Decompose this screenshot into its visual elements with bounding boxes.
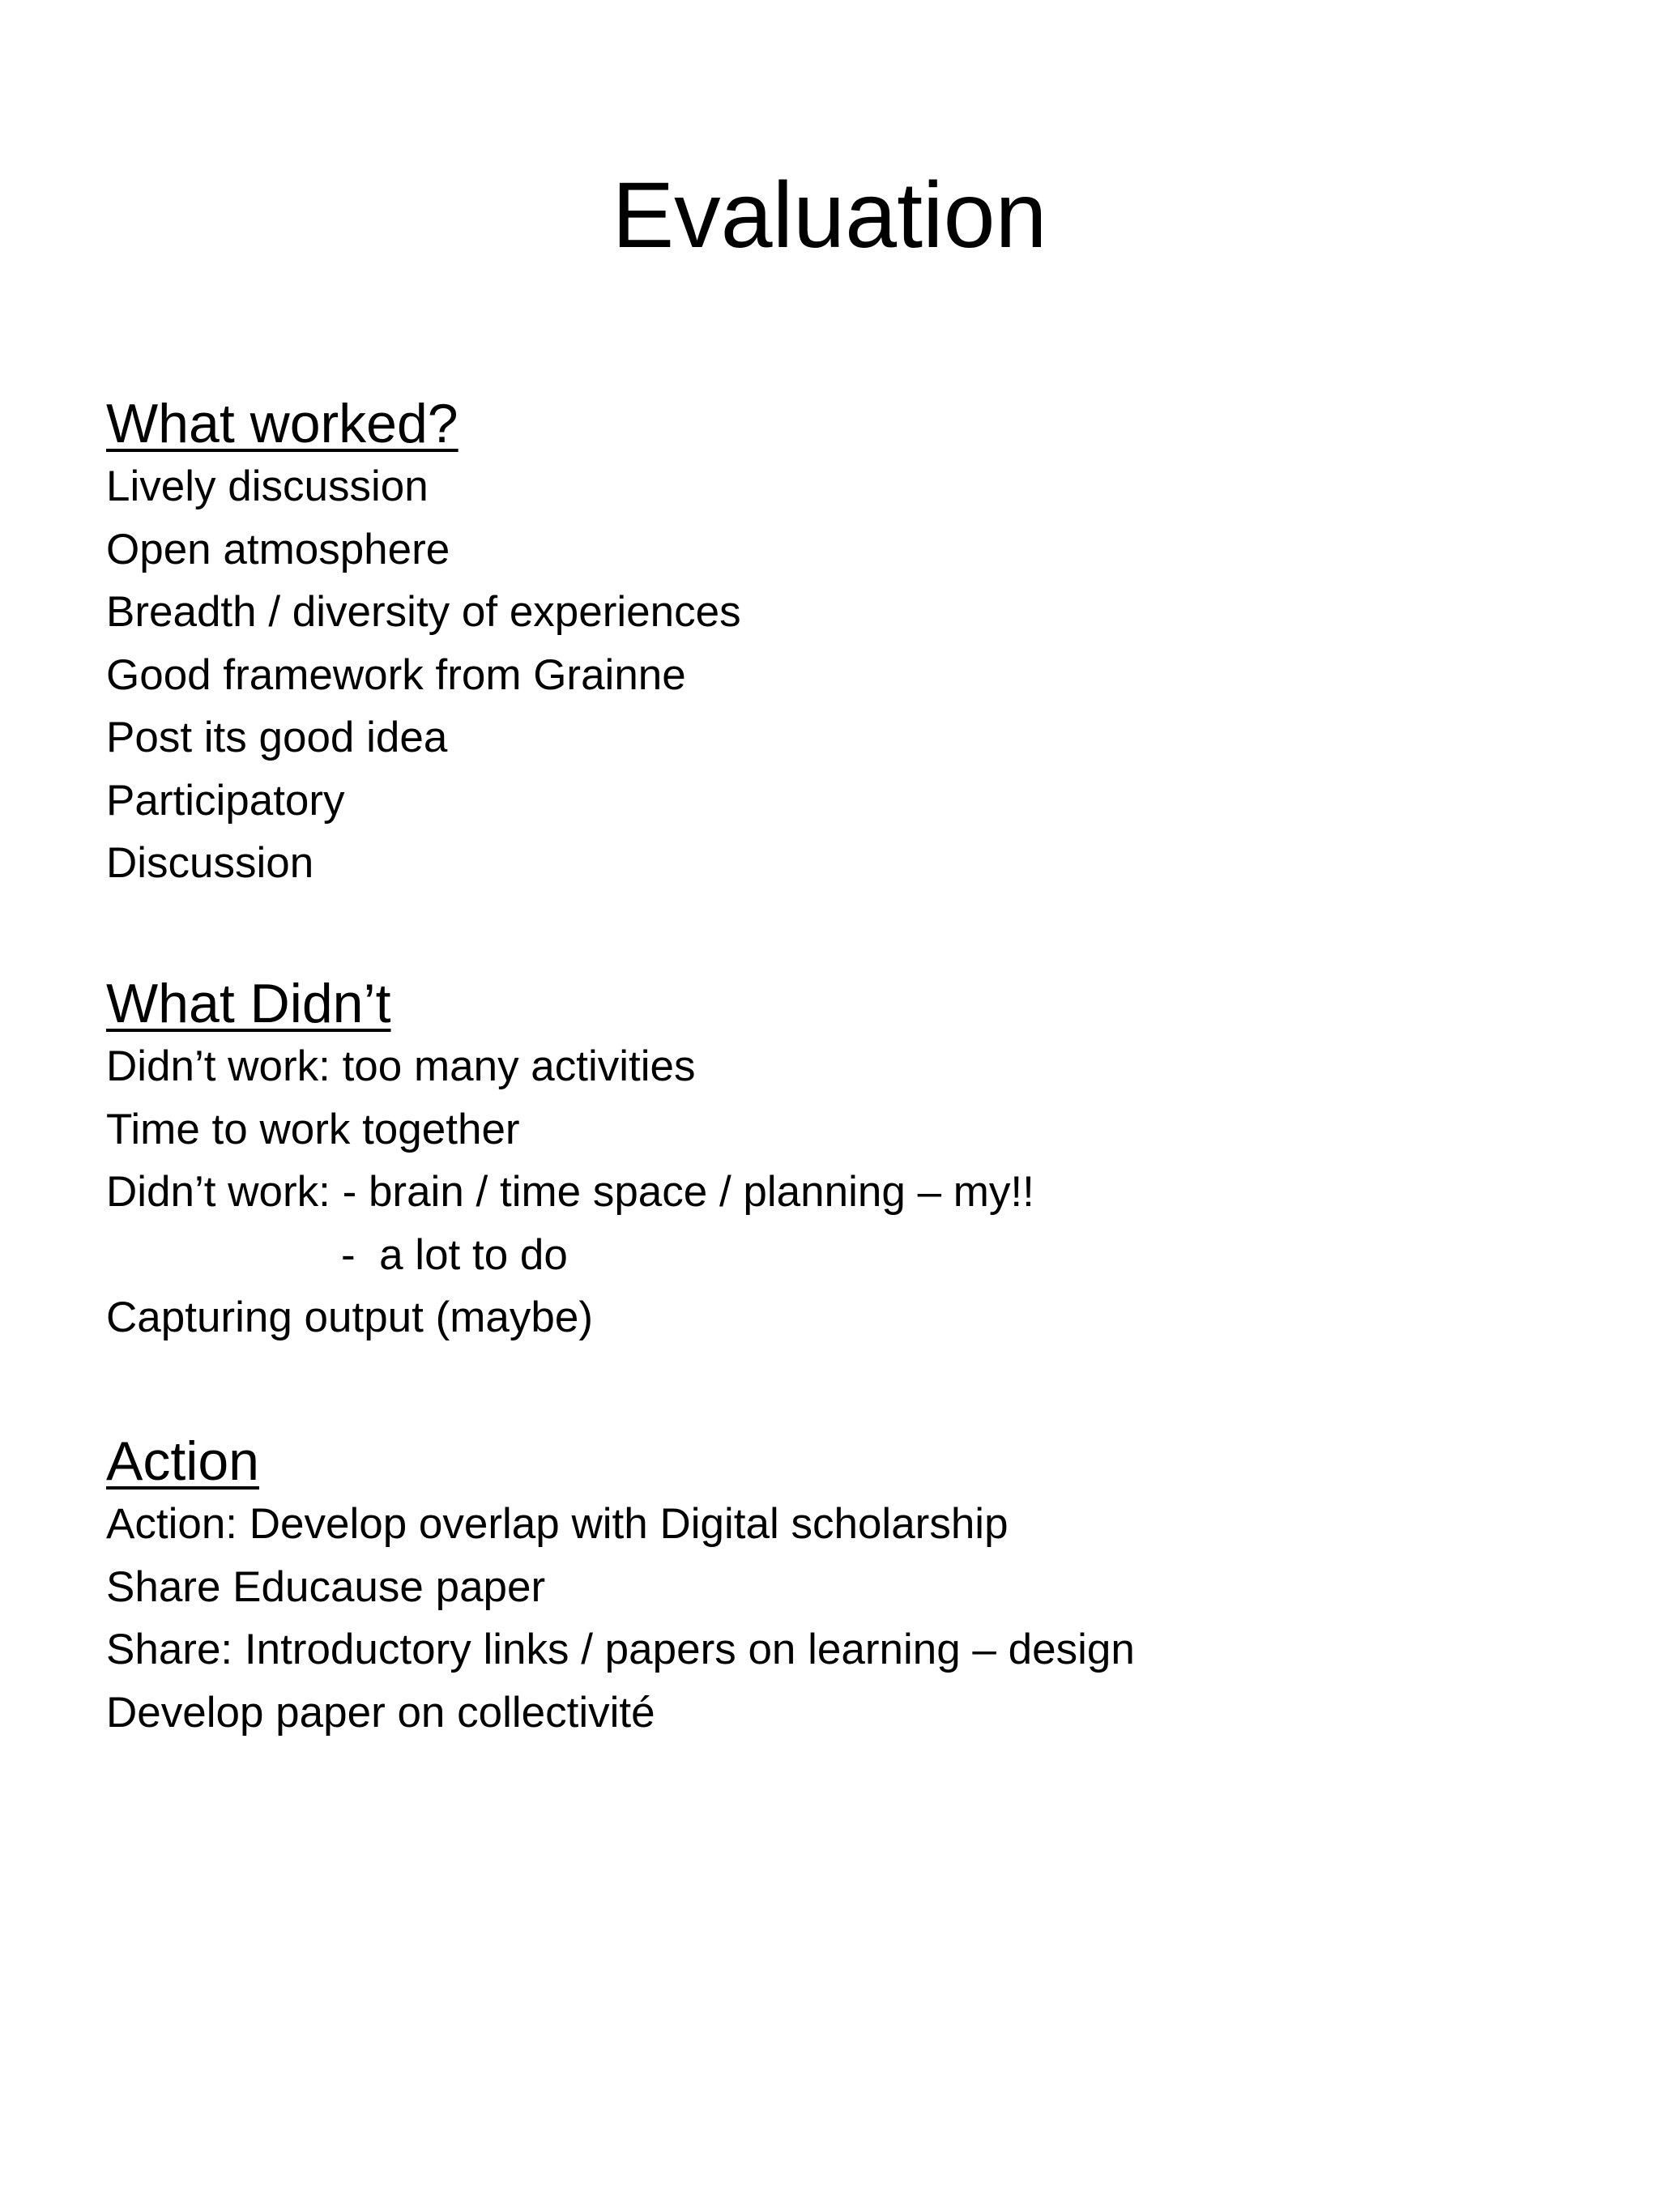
page-title: Evaluation xyxy=(612,164,1047,267)
list-item: Open atmosphere xyxy=(106,525,450,573)
list-item: Didn’t work: - brain / time space / planning – my!! xyxy=(106,1168,1034,1216)
list-item: Action: Develop overlap with Digital scholarship xyxy=(106,1500,1009,1548)
section-heading-what-worked: What worked? xyxy=(106,393,458,454)
section-what-didnt xyxy=(106,972,1034,1349)
list-item: Discussion xyxy=(106,839,314,887)
list-item: Lively discussion xyxy=(106,462,429,510)
section-action xyxy=(106,1430,1135,1744)
list-subitem: - a lot to do xyxy=(341,1230,568,1279)
list-item: Capturing output (maybe) xyxy=(106,1294,593,1341)
list-item: Post its good idea xyxy=(106,714,448,761)
list-item: Develop paper on collectivité xyxy=(106,1688,655,1737)
list-item: Good framework from Grainne xyxy=(106,650,686,699)
section-what-worked xyxy=(106,392,741,895)
list-item: Participatory xyxy=(106,776,345,825)
section-heading-action: Action xyxy=(106,1430,259,1492)
list-item: Share: Introductory links / papers on learning – design xyxy=(106,1626,1135,1673)
section-heading-what-didnt: What Didn’t xyxy=(106,973,391,1034)
list-item: Share Educause paper xyxy=(106,1562,546,1611)
list-item: Breadth / diversity of experiences xyxy=(106,588,741,636)
list-item: Time to work together xyxy=(106,1105,520,1153)
list-item: Didn’t work: too many activities xyxy=(106,1042,696,1090)
